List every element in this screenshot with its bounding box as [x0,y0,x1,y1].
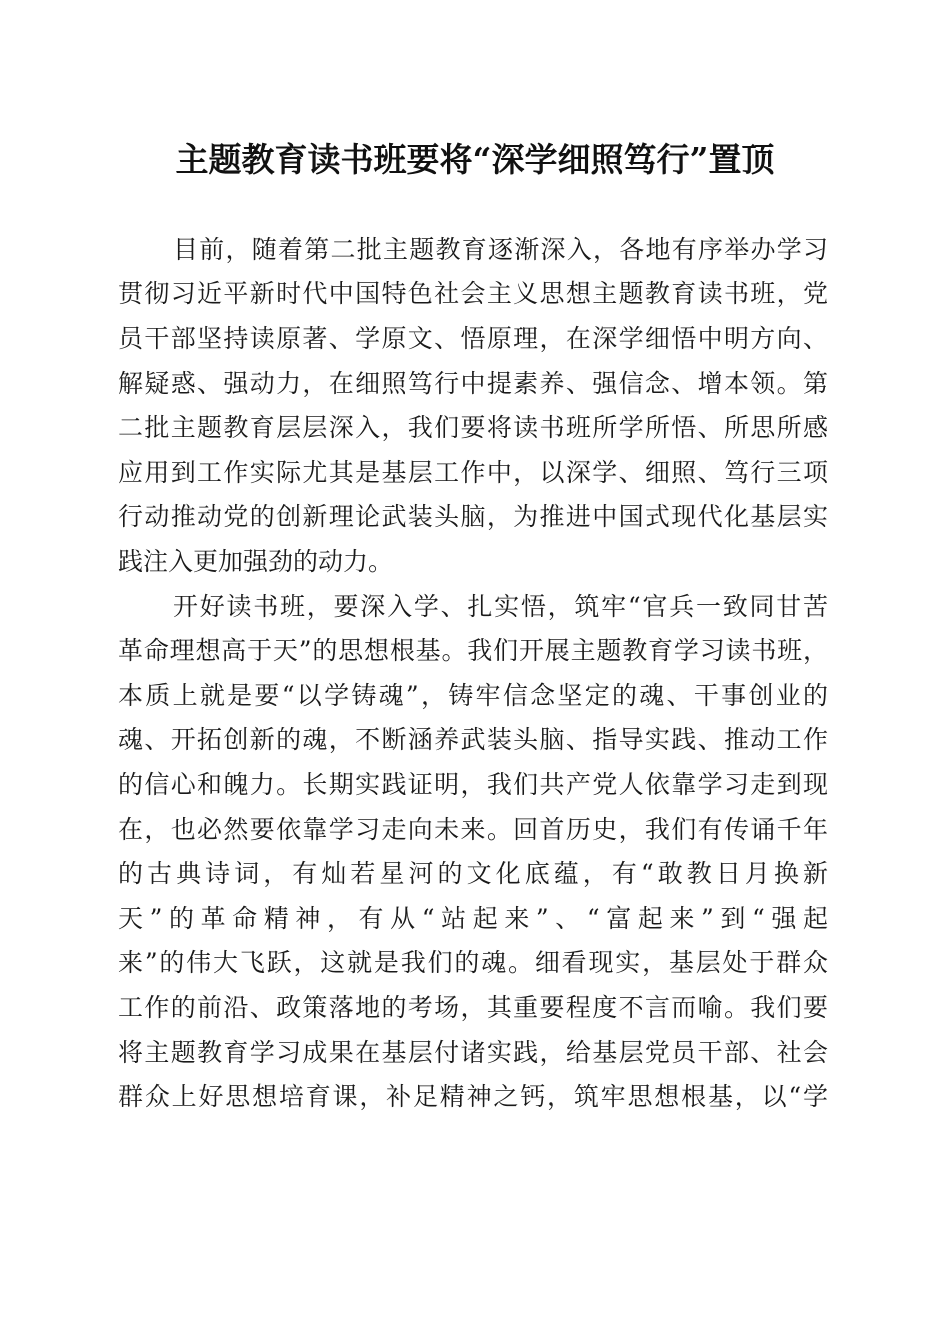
paragraph-line: 在，也必然要依靠学习走向未来。回首历史，我们有传诵千年 [118,815,828,844]
paragraph-line: 本质上就是要“以学铸魂”，铸牢信念坚定的魂、干事创业的 [118,681,828,710]
paragraph-line: 天”的革命精神，有从“站起来”、“富起来”到“强起 [118,904,828,933]
paragraph-line: 践注入更加强劲的动力。 [118,547,394,576]
paragraph-line: 工作的前沿、政策落地的考场，其重要程度不言而喻。我们要 [118,993,828,1022]
document-title: 主题教育读书班要将“深学细照笃行”置顶 [175,140,775,179]
paragraph-line: 二批主题教育层层深入，我们要将读书班所学所悟、所思所感 [118,413,828,442]
paragraph-line: 来”的伟大飞跃，这就是我们的魂。细看现实，基层处于群众 [118,948,828,977]
paragraph-line: 贯彻习近平新时代中国特色社会主义思想主题教育读书班，党 [118,279,828,308]
paragraph-line: 解疑惑、强动力，在细照笃行中提素养、强信念、增本领。第 [118,369,828,398]
paragraph-line: 魂、开拓创新的魂，不断涵养武装头脑、指导实践、推动工作 [118,725,828,754]
paragraph-line: 将主题教育学习成果在基层付诸实践，给基层党员干部、社会 [118,1038,828,1067]
paragraph-line: 开好读书班，要深入学、扎实悟，筑牢“官兵一致同甘苦 [173,592,828,621]
paragraph-line: 目前，随着第二批主题教育逐渐深入，各地有序举办学习 [173,235,828,264]
paragraph-line: 员干部坚持读原著、学原文、悟原理，在深学细悟中明方向、 [118,324,828,353]
paragraph-line: 的古典诗词，有灿若星河的文化底蕴，有“敢教日月换新 [118,859,828,888]
paragraph-line: 群众上好思想培育课，补足精神之钙，筑牢思想根基，以“学 [118,1082,828,1111]
paragraph-line: 应用到工作实际尤其是基层工作中，以深学、细照、笃行三项 [118,458,828,487]
paragraph-line: 行动推动党的创新理论武装头脑，为推进中国式现代化基层实 [118,502,828,531]
paragraph-line: 的信心和魄力。长期实践证明，我们共产党人依靠学习走到现 [118,770,828,799]
paragraph-line: 革命理想高于天”的思想根基。我们开展主题教育学习读书班， [118,636,828,665]
